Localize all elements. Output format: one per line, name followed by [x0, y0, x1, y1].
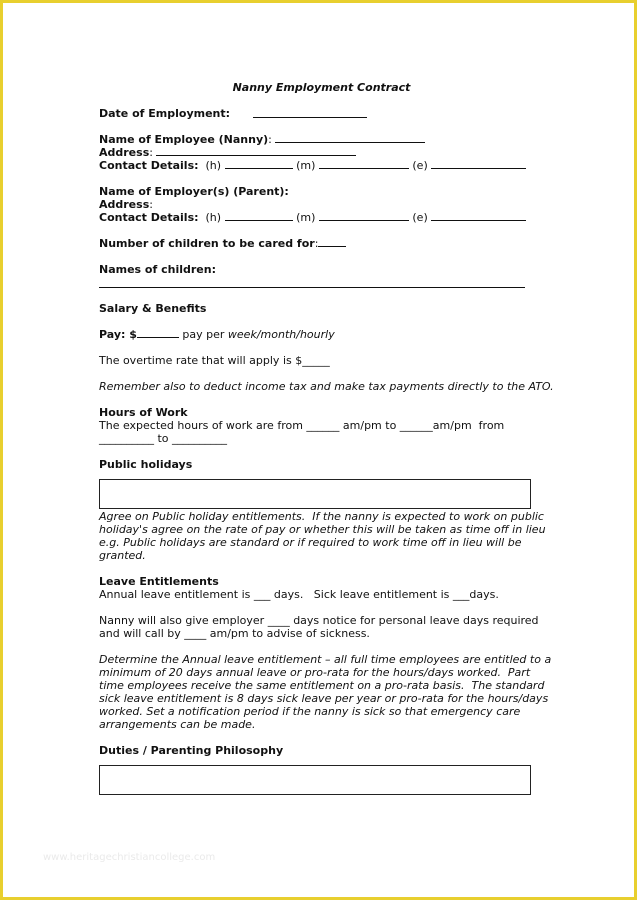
hours-line-1: The expected hours of work are from ______ am/pm to ______am/pm from [99, 419, 505, 432]
leave-note-line: sick leave entitlement is 8 days sick leave per year or pro-rata for the hours/days [99, 692, 549, 705]
pay-label: Pay: $ [99, 328, 137, 341]
leave-note-line: worked. Set a notification period if the nanny is sick so that emergency care [99, 705, 521, 718]
employee-home-label: (h) [205, 159, 222, 172]
pay-units: week/month/hourly [227, 328, 335, 341]
employee-mobile-field[interactable] [319, 159, 409, 169]
overtime-rate-line: The overtime rate that will apply is $_____ [99, 354, 330, 367]
employee-name-label: Name of Employee (Nanny) [99, 133, 269, 146]
leave-note-line: time employees receive the same entitlement on a pro-rata basis. The standard [99, 679, 545, 692]
employer-address-row: Address: [99, 198, 153, 211]
employer-mobile-field[interactable] [319, 211, 409, 221]
employee-address-field[interactable] [156, 146, 356, 156]
employer-email-label: (e) [412, 211, 428, 224]
holidays-note-line: granted. [99, 549, 146, 562]
document-title: Nanny Employment Contract [232, 81, 411, 94]
leave-heading: Leave Entitlements [99, 575, 219, 588]
public-holidays-textbox[interactable] [99, 479, 531, 509]
employer-mobile-label: (m) [296, 211, 316, 224]
leave-note-line: Determine the Annual leave entitlement – all full time employees are entitled to a [99, 653, 552, 666]
salary-heading: Salary & Benefits [99, 302, 207, 315]
employer-email-field[interactable] [431, 211, 526, 221]
holidays-note-line: Agree on Public holiday entitlements. If the nanny is expected to work on public [99, 510, 544, 523]
public-holidays-heading: Public holidays [99, 458, 193, 471]
pay-amount-field[interactable] [137, 328, 179, 338]
employee-name-row [99, 133, 425, 146]
leave-note-line: arrangements can be made. [99, 718, 256, 731]
pay-row [99, 328, 335, 341]
employee-contact-label: Contact Details: [99, 159, 199, 172]
holidays-note-line: holiday's agree on the rate of pay or whether this will be taken as time off in lieu [99, 523, 546, 536]
children-count-label: Number of children to be cared for [99, 237, 315, 250]
leave-line-1: Annual leave entitlement is ___ days. Sick leave entitlement is ___days. [99, 588, 499, 601]
employee-name-field[interactable] [275, 133, 425, 143]
employer-home-phone-field[interactable] [225, 211, 293, 221]
holidays-note-line: e.g. Public holidays are standard or if required to work time off in lieu will be [99, 536, 522, 549]
employee-home-phone-field[interactable] [225, 159, 293, 169]
children-names-label: Names of children: [99, 263, 216, 276]
children-names-field[interactable] [99, 287, 525, 288]
employer-address-label: Address [99, 198, 150, 211]
leave-line-3: and will call by ____ am/pm to advise of sickness. [99, 627, 370, 640]
employer-name-label: Name of Employer(s) (Parent): [99, 185, 289, 198]
tax-note: Remember also to deduct income tax and make tax payments directly to the ATO. [99, 380, 554, 393]
employee-email-label: (e) [412, 159, 428, 172]
employer-home-label: (h) [205, 211, 222, 224]
hours-line-2: __________ to __________ [99, 432, 228, 445]
children-count-row: Number of children to be cared for: [99, 237, 346, 250]
employer-contact-row [99, 211, 526, 224]
hours-heading: Hours of Work [99, 406, 188, 419]
employee-name-colon: : [268, 133, 272, 146]
employee-address-row: Address: [99, 146, 356, 159]
employee-contact-row [99, 159, 526, 172]
pay-per-label: pay per [182, 328, 225, 341]
leave-note-line: minimum of 20 days annual leave or pro-rata for the hours/days worked. Part [99, 666, 531, 679]
leave-line-2: Nanny will also give employer ____ days notice for personal leave days required [99, 614, 539, 627]
watermark: www.heritagechristiancollege.com [43, 852, 216, 863]
employer-contact-label: Contact Details: [99, 211, 199, 224]
duties-heading: Duties / Parenting Philosophy [99, 744, 284, 757]
duties-textbox[interactable] [99, 765, 531, 795]
date-of-employment-label: Date of Employment: [99, 107, 231, 120]
children-count-field[interactable] [318, 237, 346, 247]
employee-mobile-label: (m) [296, 159, 316, 172]
date-of-employment-field[interactable] [253, 108, 367, 118]
employee-address-label: Address [99, 146, 150, 159]
employee-email-field[interactable] [431, 159, 526, 169]
